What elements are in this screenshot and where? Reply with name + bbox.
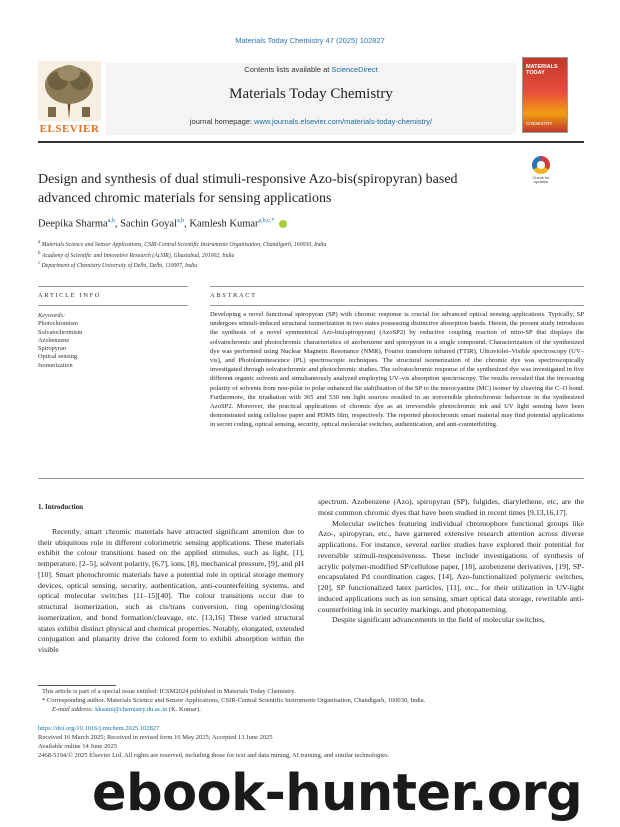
abstract-rule (210, 305, 584, 306)
abstract-heading: ABSTRACT (210, 292, 257, 299)
affiliation: $^b$ Academy of Scientific and Innovative Research (AcSIR), Ghaziabad, 201002, India (38, 250, 235, 259)
right-column (318, 497, 584, 626)
email-label: E-mail address: (52, 706, 96, 714)
affiliations (38, 239, 326, 271)
keyword: Optical sensing (38, 353, 77, 361)
check-updates-icon (532, 156, 550, 174)
keyword: Azobenzene (38, 336, 70, 344)
section-heading: 1. Introduction (38, 503, 83, 511)
author-name[interactable]: Kamlesh Kumar (189, 218, 259, 230)
publisher-name: ELSEVIER (39, 123, 100, 135)
left-column (38, 502, 304, 656)
abstract-bottom-rule (38, 478, 584, 479)
journal-info-box (106, 63, 516, 135)
email-link[interactable]: kksaini@chemistry.du.ac.in (95, 706, 168, 714)
corresponding-author-note: * Corresponding author. Materials Science and Sensor Applications, CSIR-Central Scientific Instruments Organisation, Chandigarh, 160030, India. (42, 697, 426, 705)
author-affiliation-marks[interactable]: a,b,c,* (258, 218, 275, 224)
article-info-rule (38, 305, 188, 306)
footnotes (38, 687, 584, 715)
watermark-text: ebook-hunter.org (92, 764, 583, 823)
article-info-heading: ARTICLE INFO (38, 292, 102, 299)
available-online: Available online 14 June 2025 (38, 742, 117, 750)
contents-line (106, 65, 516, 74)
author-separator: , (184, 218, 190, 230)
affiliation: $^a$ Materials Science and Sensor Applications, CSIR-Central Scientific Instruments Organisation, Chandigarh, 160030, India (38, 240, 327, 248)
journal-reference[interactable]: Materials Today Chemistry 47 (2025) 102827 (235, 36, 385, 45)
received-dates: Received 16 March 2025; Received in revised form 16 May 2025; Accepted 13 June 2025 (38, 733, 273, 741)
author-name[interactable]: Sachin Goyal (120, 218, 177, 230)
journal-cover-thumbnail[interactable] (522, 57, 568, 133)
homepage-line (106, 117, 516, 126)
keywords-block (38, 312, 188, 370)
publication-info (38, 725, 584, 761)
body-paragraph: spectrum. Azobenzene (Azo), spiropyran (SP), fulgides, diarylethene, etc, are the most common chromic dyes that have been studied in recent times [9,13,16,17]. (318, 497, 584, 517)
journal-title: Materials Today Chemistry (229, 86, 393, 102)
homepage-link[interactable]: www.journals.elsevier.com/materials-today-chemistry/ (254, 117, 433, 126)
banner-divider (38, 141, 584, 143)
check-for-updates-badge[interactable] (528, 156, 554, 186)
author-list (38, 218, 287, 230)
body-paragraph: Molecular switches featuring individual chromophore functional groups like Azo-, spiropyran, etc., have garnered extensive research attention across diverse applications. For instance, several earlier studies have explored their potential for reversible stimuli-responsiveness. These include investigations of synthesis of acrylic polymer-modified SP/cellulose paper, [18], azobenzene derivatives, [19], SP-encapsulated Pd coordination cages, [14], Azo-functionalized polymeric switches, [20], SP functionalized latex particles, [11], etc., for their utilization in UV-light induced applications such as ion sensing, smart optical data storage, rewritable anti-counterfeiting ink in security markings, and photopatterning. (318, 518, 584, 614)
keyword: Photochromism (38, 320, 78, 328)
special-issue-note: This article is part of a special issue entitled: ICSM2024 published in Materials Today Chemistry. (42, 688, 296, 695)
footnote-divider (38, 685, 116, 686)
journal-banner (38, 57, 584, 139)
author-affiliation-marks[interactable]: a,b (107, 218, 115, 224)
copyright-line: 2468-5194/© 2025 Elsevier Ltd. All rights are reserved, including those for text and data mining, AI training, and similar technologies. (38, 751, 390, 759)
abstract-text: Developing a novel functional spiropyran (SP) with chromic response is crucial for advanced optical sensing applications. Typically, SP undergoes stimuli-induced structural isomerization in two states possessing distinctive absorption bands. Herein, the present study introduces the synthesis of a novel symmetrical Azo-bis(spiropyran) (AzoSP2) by reductive coupling reaction of nitro-SP that displays the solvatochromic and photochromic characteristics of azobenzene and spiropyran in a single compound. Characterization of the synthesized dye was performed using Nuclear Magnetic Resonance (NMR), Fourier transform infrared (FTIR), Ultraviolet–Visible spectroscopy (UV–vis), and Photoluminescence (PL) spectroscopic techniques. The structural isomerization of the chromic dye was spectroscopically investigated through solvatochromic and photochromic studies. The solvatochromic response of the synthesized dye was investigated in five different organic solvents and simultaneously analyzed employing UV–vis absorption spectroscopy. The results revealed that the increasing polarity of solvents from non-polar to polar enhanced the stabilization of the SP to the merocyanine (MC) isomer by cleaving the C–O bond. Furthermore, the irradiation with 365 and 530 nm light sources resulted in an irreversible photochromic behaviour in the synthesized AzoSP2. Moreover, the practical applications of chromic dye as an irreversible photochromic ink and UV light sensing have been demonstrated using cellulose paper and PDMS film, respectively. The reported photochromic smart material may find potential applications in secret coding, optical sensing, security, optical molecular switches, authentication, and anti-counterfeiting. (210, 311, 584, 429)
body-paragraph: Despite significant advancements in the field of molecular switches, (332, 615, 545, 625)
doi-link[interactable]: https://doi.org/10.1016/j.mtchem.2025.102827 (38, 725, 160, 732)
cover-subtitle: CHEMISTRY (526, 121, 553, 126)
cover-title: MATERIALS TODAY (526, 64, 558, 77)
author-separator: , (114, 218, 121, 230)
email-line (38, 705, 584, 714)
orcid-icon[interactable] (279, 220, 287, 228)
article-title: Design and synthesis of dual stimuli-responsive Azo-bis(spiropyran) based advanced chromic materials for sensing applications (38, 172, 458, 206)
keyword: Solvatochromism (38, 328, 83, 336)
sciencedirect-link[interactable]: ScienceDirect (331, 65, 378, 74)
contents-prefix: Contents lists available at (244, 65, 332, 74)
affiliation: $^c$ Department of Chemistry University of Delhi, Delhi, 110007, India (38, 261, 198, 270)
check-updates-label: Check for updates (532, 175, 550, 185)
abstract-rule-top (210, 286, 584, 287)
author-affiliation-marks[interactable]: a,b (176, 218, 185, 224)
keywords-label: Keywords: (38, 312, 66, 319)
keyword: Isomerization (38, 361, 73, 369)
article-info-rule-top (38, 286, 188, 287)
author-name[interactable]: Deepika Sharma (38, 218, 108, 230)
keyword: Spiropyran (38, 345, 66, 353)
homepage-prefix: journal homepage: (189, 117, 255, 126)
email-suffix: (K. Kumar). (167, 706, 201, 714)
body-paragraph: Recently, smart chromic materials have attracted significant attention due to their ubiquitous role in different colorimetric sensing applications. These materials exhibit the colour transitions based on the applied stimulus, such as light, [1], temperature, [2–5], solvent polarity, [6,7], ions, [8], mechanical pressure, [9], and pH [10]. Smart photochromic materials have a potential role in optical storage memory devices, optical sensing, security, authentication, anti-counterfeiting systems, and optical molecular switches [11–15][40]. The colour transitions occur due to structural isomerization, such as cis/trans conversion, ring opening/closing isomerization, and bond formation/cleavage, etc. [13,16] These varied structural states exhibit distinct physical and chemical properties. Notably, elongated, extended conjugation and planarity drive the colored form to exhibit absorption within the visible (38, 526, 304, 654)
